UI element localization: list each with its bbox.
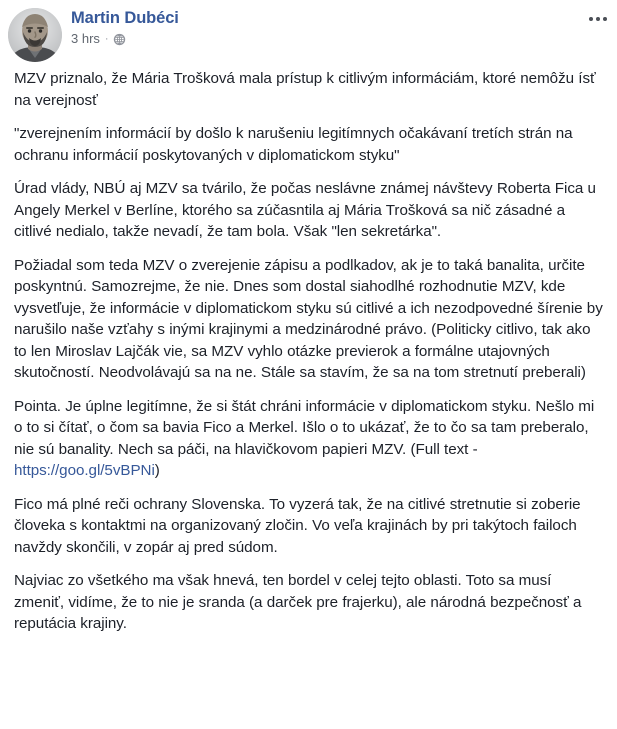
post-paragraph: Úrad vlády, NBÚ aj MZV sa tvárilo, že počas neslávne známej návštevy Roberta Fica u Angely Merkel v Berlíne, ktorého sa zúčasntila aj Mária Trošková sa nič zásadné a citlivé nedialo, takže nevadí, že tam bola. Však "len sekretárka". — [14, 180, 596, 240]
post-paragraph: Požiadal som teda MZV o zverejenie zápisu a podlkadov, ak je to taká banalita, určite poskyntnú. Samozrejme, že nie. Dnes som dostal siahodlhé rozhodnutie MZV, kde vysvetľuje, že informácie v diplomatickom styku sú citlivé a ich nezodpovedné šírenie by narušilo naše vzťahy s inými krajinymi a medzinárodné právo. (Politicky citlivo, tak ako to len Miroslav Lajčák vie, sa MZV vyhlo otázke previerok a formálne utajovných skutočností. Neodvolávajú sa na ne. Stále sa stavím, že sa na tom stretnutí preberali) — [14, 256, 603, 381]
author-name[interactable]: Martin Dubéci — [71, 9, 179, 27]
post-paragraph: Najviac zo všetkého ma však hnevá, ten bordel v celej tejto oblasti. Toto sa musí zmeniť, vidíme, že to nie je sranda (a darček pre frajerku), ale národná bezpečnosť a reputácia krajiny. — [14, 572, 582, 632]
post-options-menu-button[interactable] — [579, 11, 607, 27]
post-message-body — [0, 62, 617, 635]
post-timestamp[interactable]: 3 hrs — [71, 31, 100, 47]
ellipsis-horizontal-icon — [603, 17, 607, 21]
globe-public-icon[interactable] — [113, 33, 126, 46]
post-meta — [71, 32, 179, 46]
post-paragraph-quote: "zverejnením informácií by došlo k narušeniu legitímnych očakávaní tretích strán na ochranu informácií poskytovaných v diplomatickom styku" — [14, 125, 573, 164]
paragraph-text-before-link: Pointa. Je úplne legitímne, že si štát chráni informácie v diplomatickom styku. Nešlo mi o to si čítať, o čom sa bavia Fico a Merkel. Išlo o to ukázať, že to čo sa tam preberalo, nie sú banality. Nech sa páči, na hlavičkovom papieri MZV. (Full text - — [14, 397, 595, 458]
post-paragraph: Fico má plné reči ochrany Slovenska. To vyzerá tak, že na citlivé stretnutie si zoberie človeka s kontaktmi na organizovaný zločin. Vo veľa krajinách by pri takýtoch failoch navždy skončili, v zopár aj pred súdom. — [14, 495, 581, 556]
post-paragraph: MZV priznalo, že Mária Trošková mala prístup k citlivým informáciám, ktoré nemôžu ísť na verejnosť — [14, 70, 596, 109]
user-avatar-photo — [8, 8, 62, 62]
post-header — [0, 0, 617, 62]
meta-separator: · — [104, 32, 109, 45]
avatar[interactable] — [8, 8, 62, 62]
ellipsis-horizontal-icon — [589, 17, 593, 21]
post-author-block — [71, 6, 179, 46]
ellipsis-horizontal-icon — [596, 17, 600, 21]
paragraph-text-after-link: ) — [154, 462, 160, 479]
post-paragraph-with-link — [14, 396, 603, 482]
external-link[interactable]: https://goo.gl/5vBPNi — [14, 462, 155, 479]
